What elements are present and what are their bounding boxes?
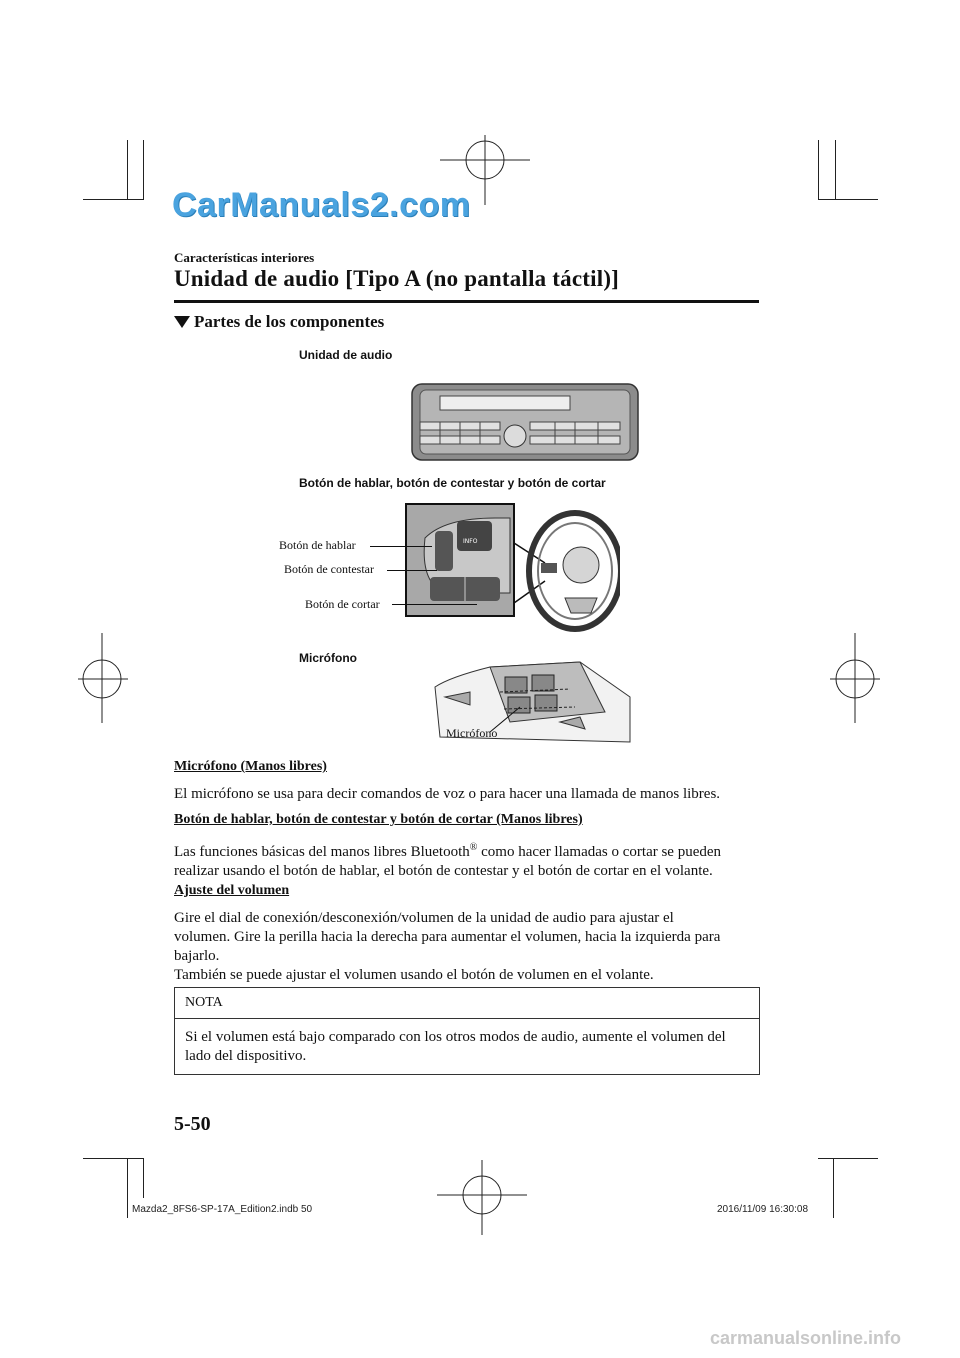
callout-answer-button: Botón de contestar [284, 562, 374, 576]
crop-mark [127, 140, 128, 200]
page-title: Unidad de audio [Tipo A (no pantalla táctil)] [174, 266, 620, 291]
section-heading-volume: Ajuste del volumen [174, 883, 290, 898]
callout-talk-button: Botón de hablar [279, 538, 356, 552]
steering-line-2: realizar usando el botón de hablar, el botón de contestar y el botón de cortar en el volante. [174, 863, 713, 879]
watermark-logo[interactable]: CarManuals2.com [172, 186, 471, 224]
section-heading-steering: Botón de hablar, botón de contestar y botón de cortar (Manos libres) [174, 812, 583, 827]
audio-unit-illustration [410, 382, 640, 462]
note-box [174, 987, 760, 1075]
crop-mark [143, 1158, 144, 1198]
section-heading-microphone: Micrófono (Manos libres) [174, 759, 327, 774]
subheading-text: Partes de los componentes [194, 312, 385, 331]
volume-line-1: Gire el dial de conexión/desconexión/volumen de la unidad de audio para ajustar el [174, 910, 674, 926]
steering-buttons-illustration [405, 503, 620, 633]
crop-mark [83, 199, 143, 200]
crop-mark [835, 140, 836, 200]
volume-line-2: volumen. Gire la perilla hacia la derecha para aumentar el volumen, hacia la izquierda para [174, 929, 721, 945]
footer-timestamp: 2016/11/09 16:30:08 [717, 1204, 809, 1215]
crop-mark [818, 140, 819, 200]
steering-line-1b: como hacer llamadas o cortar se pueden [477, 844, 722, 860]
crop-mark [818, 199, 878, 200]
registered-mark: ® [469, 842, 478, 853]
steering-caption: Botón de hablar, botón de contestar y botón de cortar [299, 476, 606, 490]
volume-line-4: También se puede ajustar el volumen usando el botón de volumen en el volante. [174, 967, 654, 983]
crop-mark [83, 1158, 143, 1159]
callout-line [392, 604, 477, 605]
info-button-label: INFO [463, 538, 478, 545]
subheading [174, 312, 384, 332]
crop-mark [818, 1158, 878, 1159]
section-body-microphone: El micrófono se usa para decir comandos de voz o para hacer una llamada de manos libres. [174, 786, 721, 802]
watermark-bottom[interactable]: carmanualsonline.info [710, 1328, 902, 1348]
callout-microphone: Micrófono [446, 726, 498, 740]
registration-target-icon [78, 633, 128, 723]
page-number: 5-50 [174, 1113, 211, 1135]
section-label: Características interiores [174, 250, 315, 265]
note-header [175, 988, 759, 1019]
title-rule [174, 300, 759, 303]
callout-hangup-button: Botón de cortar [305, 597, 380, 611]
note-title: NOTA [185, 995, 223, 1010]
callout-line [370, 546, 432, 547]
callout-line [387, 570, 437, 571]
crop-mark [127, 1158, 128, 1218]
note-text: Si el volumen está bajo comparado con los otros modos de audio, aumente el volumen del lado del dispositivo. [185, 1029, 726, 1064]
audio-unit-caption: Unidad de audio [299, 348, 393, 362]
triangle-bullet-icon [174, 316, 190, 328]
steering-line-1a: Las funciones básicas del manos libres Bluetooth [174, 844, 470, 860]
crop-mark [833, 1158, 834, 1218]
footer-filename: Mazda2_8FS6-SP-17A_Edition2.indb 50 [132, 1204, 313, 1215]
volume-line-3: bajarlo. [174, 948, 220, 964]
registration-target-icon [437, 1160, 527, 1235]
section-body-volume [174, 909, 759, 985]
section-body-steering [174, 838, 759, 881]
crop-mark [143, 140, 144, 200]
microphone-caption: Micrófono [299, 651, 357, 665]
registration-target-icon [830, 633, 880, 723]
